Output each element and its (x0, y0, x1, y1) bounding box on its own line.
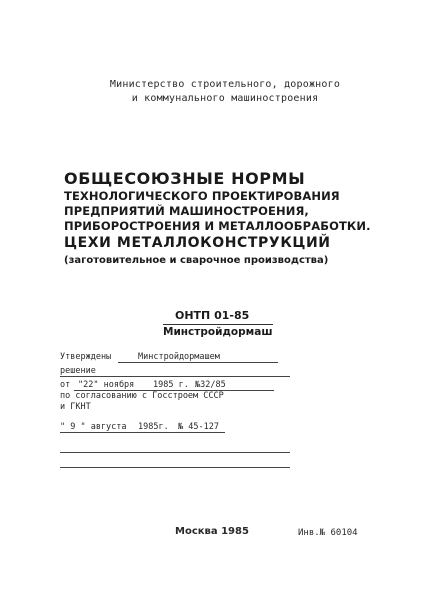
section-note: (заготовительное и сварочное производства) (64, 255, 329, 266)
approval-line-agreed-2 (60, 402, 290, 413)
ministry-line-1: Министерство строительного, дорожного (109, 79, 341, 90)
publication-city-year: Москва 1985 (175, 526, 249, 537)
document-heading (64, 169, 384, 268)
inventory-number: Инв.№ 60104 (298, 528, 358, 538)
ministry-header (75, 78, 375, 106)
order-underline (60, 432, 225, 433)
blank-line-1 (60, 452, 290, 453)
section-title: ЦЕХИ МЕТАЛЛОКОНСТРУКЦИЙ (64, 235, 331, 251)
agreed-text-1: по согласованию с Госстроем СССР (60, 391, 224, 401)
approval-line-date (60, 380, 290, 391)
approval-number-1: №32/85 (195, 380, 226, 390)
decision-label: решение (60, 366, 96, 376)
approval-number-2: № 45-127 (178, 422, 219, 432)
subtitle-line-2: ПРЕДПРИЯТИЙ МАШИНОСТРОЕНИЯ, (64, 204, 309, 218)
document-title: ОБЩЕСОЮЗНЫЕ НОРМЫ (64, 169, 306, 188)
approval-line-approved (60, 352, 290, 363)
approved-underline (118, 362, 278, 363)
approval-date-2: " 9 " августа (60, 422, 127, 432)
ministry-line-2: и коммунального машиностроения (131, 93, 319, 104)
blank-line-2 (60, 467, 290, 468)
standard-code-block (163, 309, 283, 339)
approval-line-agreed (60, 391, 290, 402)
issuing-organization: Минстройдормаш (163, 326, 273, 338)
from-label: от (60, 380, 71, 390)
decision-underline (60, 376, 290, 377)
subtitle-line-1: ТЕХНОЛОГИЧЕСКОГО ПРОЕКТИРОВАНИЯ (64, 189, 340, 203)
approval-date-1: "22" ноября (78, 380, 135, 390)
approval-year-1: 1985 г. (153, 380, 189, 390)
standard-number: ОНТП 01-85 (175, 309, 250, 322)
subtitle-line-3: ПРИБОРОСТРОЕНИЯ И МЕТАЛЛООБРАБОТКИ. (64, 219, 371, 233)
approved-by: Минстройдормашем (138, 352, 220, 362)
approval-year-2: 1985г. (138, 422, 169, 432)
approval-block (60, 352, 290, 433)
approval-line-decision (60, 366, 290, 377)
agreed-text-2: и ГКНТ (60, 402, 91, 412)
approved-label: Утверждены (60, 352, 112, 362)
approval-line-order (60, 422, 290, 433)
